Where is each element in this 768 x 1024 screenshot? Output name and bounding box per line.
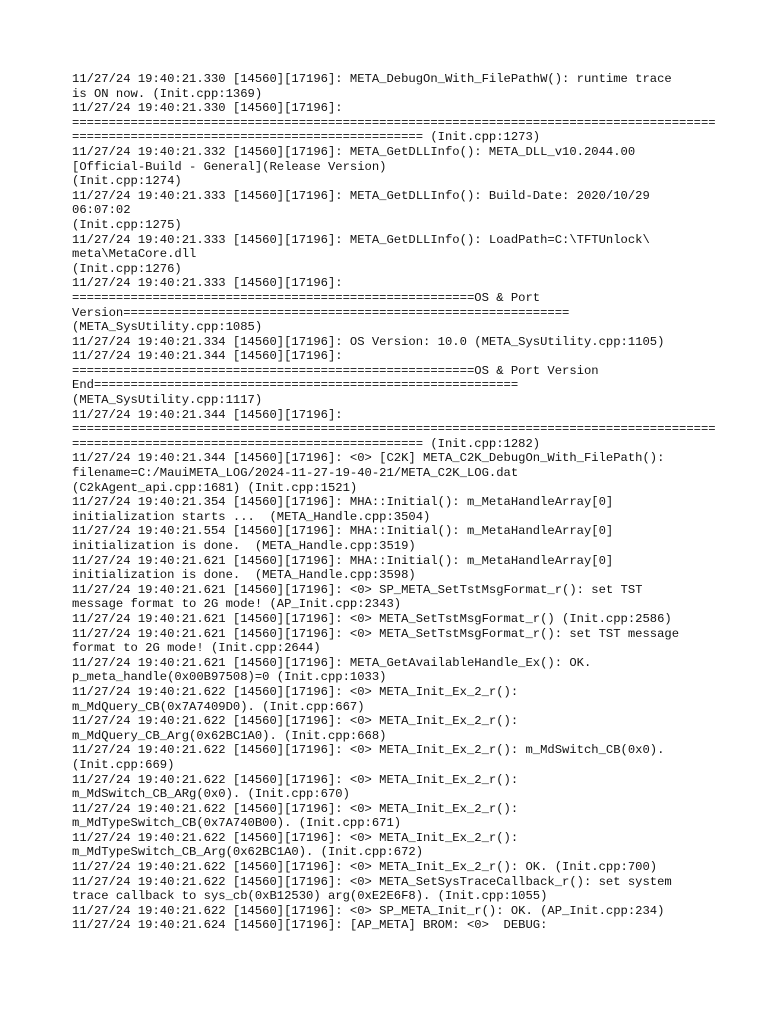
log-line: 11/27/24 19:40:21.554 [14560][17196]: MHA::Initial(): m_MetaHandleArray[0] — [72, 524, 614, 539]
log-line: 11/27/24 19:40:21.622 [14560][17196]: <0> META_Init_Ex_2_r(): — [72, 772, 519, 787]
log-line: 11/27/24 19:40:21.622 [14560][17196]: <0> META_Init_Ex_2_r(): m_MdSwitch_CB(0x0). — [72, 743, 665, 758]
log-line: [Official-Build - General](Release Version) — [72, 159, 387, 174]
log-line: trace callback to sys_cb(0xB12530) arg(0xE2E6F8). (Init.cpp:1055) — [72, 889, 548, 904]
log-line: (META_SysUtility.cpp:1117) — [72, 393, 263, 408]
log-line: filename=C:/MauiMETA_LOG/2024-11-27-19-40-21/META_C2K_LOG.dat — [72, 466, 519, 481]
log-line: (META_SysUtility.cpp:1085) — [72, 320, 263, 335]
log-line: Version============================================================= — [72, 305, 570, 320]
log-line: 11/27/24 19:40:21.622 [14560][17196]: <0> META_Init_Ex_2_r(): OK. (Init.cpp:700) — [72, 860, 658, 875]
log-line: message format to 2G mode! (AP_Init.cpp:2343) — [72, 597, 402, 612]
log-line: 11/27/24 19:40:21.621 [14560][17196]: MHA::Initial(): m_MetaHandleArray[0] — [72, 553, 614, 568]
log-line: 06:07:02 — [72, 203, 131, 218]
log-line: 11/27/24 19:40:21.624 [14560][17196]: [AP_META] BROM: <0> DEBUG: — [72, 918, 548, 933]
log-line: 11/27/24 19:40:21.330 [14560][17196]: — [72, 101, 343, 116]
log-line: 11/27/24 19:40:21.621 [14560][17196]: META_GetAvailableHandle_Ex(): OK. — [72, 655, 592, 670]
log-line: 11/27/24 19:40:21.621 [14560][17196]: <0> META_SetTstMsgFormat_r() (Init.cpp:2586) — [72, 611, 672, 626]
log-line: format to 2G mode! (Init.cpp:2644) — [72, 641, 321, 656]
log-line: initialization is done. (META_Handle.cpp:3519) — [72, 539, 416, 553]
log-line: ================================================ (Init.cpp:1282) — [72, 436, 541, 451]
log-line: m_MdTypeSwitch_CB(0x7A740B00). (Init.cpp:671) — [72, 816, 402, 831]
log-line: m_MdQuery_CB(0x7A7409D0). (Init.cpp:667) — [72, 699, 365, 714]
log-line: 11/27/24 19:40:21.333 [14560][17196]: META_GetDLLInfo(): Build-Date: 2020/10/29 — [72, 188, 650, 203]
log-line: p_meta_handle(0x00B97508)=0 (Init.cpp:1033) — [72, 670, 387, 685]
log-line: m_MdTypeSwitch_CB_Arg(0x62BC1A0). (Init.cpp:672) — [72, 845, 424, 860]
log-line: initialization starts ... (META_Handle.cpp:3504) — [72, 509, 431, 524]
log-line: 11/27/24 19:40:21.330 [14560][17196]: META_DebugOn_With_FilePathW(): runtime trace — [72, 72, 672, 86]
log-line: (C2kAgent_api.cpp:1681) (Init.cpp:1521) — [72, 480, 358, 495]
log-line: 11/27/24 19:40:21.622 [14560][17196]: <0> META_SetSysTraceCallback_r(): set system — [72, 874, 672, 889]
log-line: =======================================================OS & Port — [72, 290, 541, 305]
log-line: 11/27/24 19:40:21.333 [14560][17196]: META_GetDLLInfo(): LoadPath=C:\TFTUnlock\ — [72, 232, 650, 247]
log-line: 11/27/24 19:40:21.622 [14560][17196]: <0> META_Init_Ex_2_r(): — [72, 830, 519, 845]
log-line: (Init.cpp:1276) — [72, 261, 182, 276]
log-line: 11/27/24 19:40:21.333 [14560][17196]: — [72, 276, 343, 291]
log-line: End========================================================== — [72, 378, 519, 393]
log-line: 11/27/24 19:40:21.344 [14560][17196]: <0> [C2K] META_C2K_DebugOn_With_FilePath(): — [72, 451, 665, 466]
log-line: (Init.cpp:1275) — [72, 217, 182, 232]
log-line: 11/27/24 19:40:21.622 [14560][17196]: <0> SP_META_Init_r(): OK. (AP_Init.cpp:234) — [72, 903, 665, 918]
log-line: 11/27/24 19:40:21.621 [14560][17196]: <0> SP_META_SetTstMsgFormat_r(): set TST — [72, 582, 643, 597]
log-line: 11/27/24 19:40:21.622 [14560][17196]: <0> META_Init_Ex_2_r(): — [72, 684, 519, 699]
log-line: 11/27/24 19:40:21.332 [14560][17196]: META_GetDLLInfo(): META_DLL_v10.2044.00 — [72, 144, 636, 159]
log-line: ======================================================================================== — [72, 422, 716, 437]
log-line: initialization is done. (META_Handle.cpp:3598) — [72, 568, 416, 583]
log-line: 11/27/24 19:40:21.622 [14560][17196]: <0> META_Init_Ex_2_r(): — [72, 801, 519, 816]
log-line: ================================================ (Init.cpp:1273) — [72, 130, 541, 145]
log-line: 11/27/24 19:40:21.334 [14560][17196]: OS Version: 10.0 (META_SysUtility.cpp:1105) — [72, 334, 665, 349]
log-line: 11/27/24 19:40:21.621 [14560][17196]: <0> META_SetTstMsgFormat_r(): set TST message — [72, 626, 680, 641]
log-line: (Init.cpp:669) — [72, 757, 175, 772]
log-line: is ON now. (Init.cpp:1369) — [72, 86, 263, 101]
log-line: (Init.cpp:1274) — [72, 174, 182, 189]
log-line: ======================================================================================== — [72, 115, 716, 130]
log-line: m_MdSwitch_CB_ARg(0x0). (Init.cpp:670) — [72, 787, 350, 802]
log-line: 11/27/24 19:40:21.354 [14560][17196]: MHA::Initial(): m_MetaHandleArray[0] — [72, 495, 614, 510]
log-line: meta\MetaCore.dll — [72, 247, 197, 262]
log-line: 11/27/24 19:40:21.344 [14560][17196]: — [72, 349, 343, 364]
log-line: =======================================================OS & Port Version — [72, 363, 599, 378]
log-page — [72, 72, 716, 933]
log-line: m_MdQuery_CB_Arg(0x62BC1A0). (Init.cpp:668) — [72, 728, 387, 743]
log-line: 11/27/24 19:40:21.344 [14560][17196]: — [72, 407, 343, 422]
log-line: 11/27/24 19:40:21.622 [14560][17196]: <0> META_Init_Ex_2_r(): — [72, 714, 519, 729]
